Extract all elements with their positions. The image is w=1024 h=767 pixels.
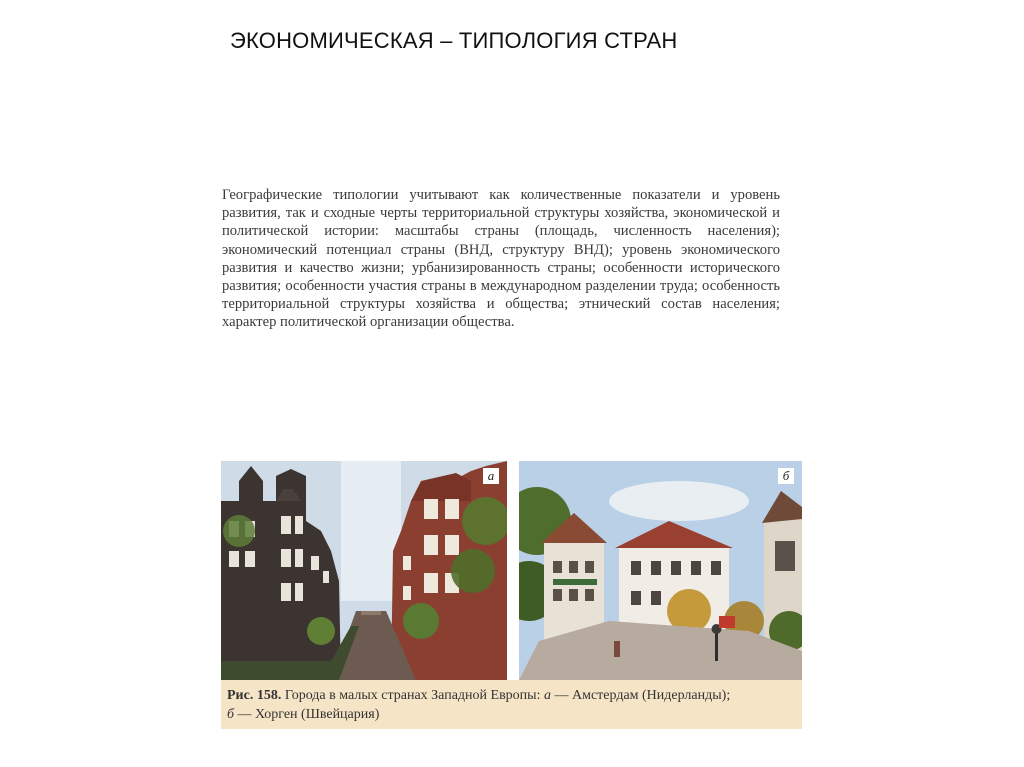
caption-label-b: б — [227, 707, 235, 722]
photo-horgen — [519, 461, 802, 680]
photo-amsterdam — [221, 461, 507, 680]
photo-a-label: а — [483, 468, 499, 484]
slide-title: ЭКОНОМИЧЕСКАЯ – ТИПОЛОГИЯ СТРАН — [230, 28, 678, 53]
amsterdam-street-illustration — [221, 461, 507, 680]
caption-text-3: — Хорген (Швейцария) — [234, 707, 380, 722]
figure-caption — [221, 680, 802, 729]
photo-b-label: б — [778, 468, 794, 484]
horgen-square-illustration — [519, 461, 802, 680]
caption-text-1: Города в малых странах Западной Европы: — [281, 688, 544, 703]
caption-label-a: а — [543, 688, 551, 703]
caption-text-2: — Амстердам (Нидерланды); — [550, 688, 731, 703]
figure-number: Рис. 158. — [227, 688, 282, 703]
body-paragraph: Географические типологии учитывают как количественные показатели и уровень развития, так и сходные черты территориальной структуры хозяйства, экономической и политической истории: масштабы страны (площадь, численность населения); экономический потенциал страны (ВНД, структуру ВНД); уровень экономического развития и качество жизни; урбанизированность страны; особенности исторического развития; особенности участия страны в международном разделении труда; особенность территориальной структуры хозяйства и общества; этнический состав населения; характер политической организации общества. — [222, 187, 780, 331]
